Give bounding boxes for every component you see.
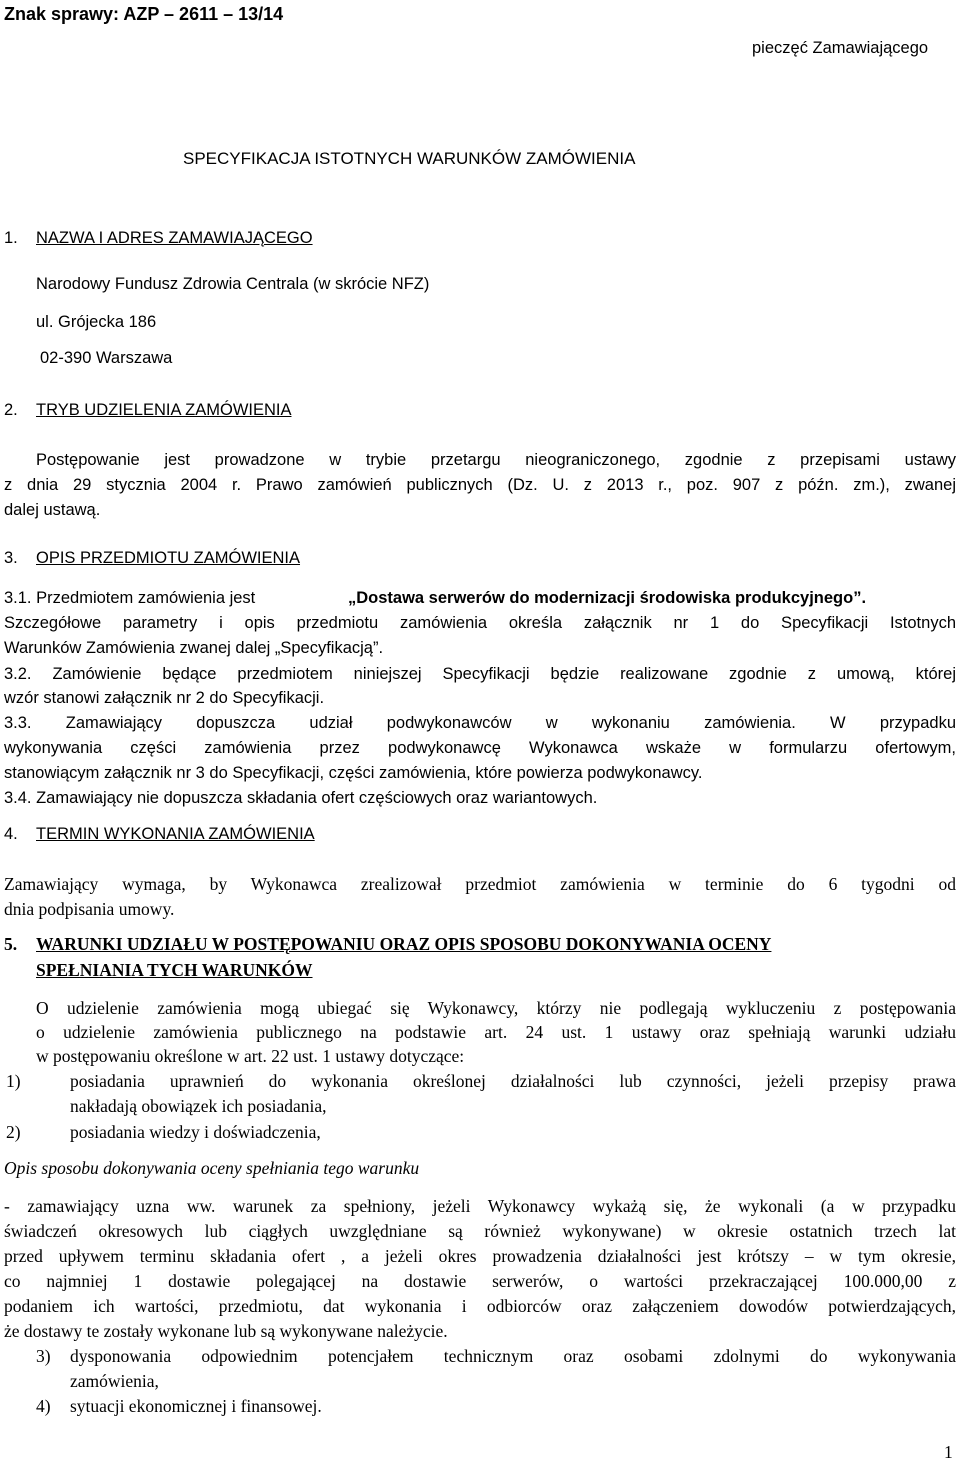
- stamp-label: pieczęć Zamawiającego: [752, 39, 929, 57]
- evaluation-text-line: że dostawy te zostały wykonane lub są wykonywane należycie.: [4, 1321, 448, 1341]
- section-2-text-line: dalej ustawą.: [4, 501, 101, 519]
- section-3-3-text-line: stanowiącym załącznik nr 3 do Specyfikacji, części zamówienia, które powierza podwykonawcy.: [4, 764, 703, 782]
- section-5-number: 5.: [4, 934, 18, 954]
- section-5-text-line: w postępowaniu określone w art. 22 ust. 1 ustawy dotyczące:: [36, 1046, 465, 1066]
- section-3-number: 3.: [4, 549, 18, 567]
- section-2-number: 2.: [4, 401, 18, 419]
- evaluation-text-line: podaniem ich wartości, przedmiotu, dat wykonania i odbiorców oraz załączeniem dowodów potwierdzających,: [4, 1296, 956, 1316]
- list-item-3-text-cont: zamówienia,: [70, 1371, 159, 1391]
- list-item-1-text: posiadania uprawnień do wykonania określonej działalności lub czynności, jeżeli przepisy prawa: [70, 1071, 956, 1091]
- address-line-2: ul. Grójecka 186: [36, 313, 157, 331]
- evaluation-text-line: świadczeń okresowych lub ciągłych uwzględniane są również wykonywane) w okresie ostatnich trzech lat: [4, 1221, 956, 1241]
- case-reference: Znak sprawy: AZP – 2611 – 13/14: [4, 4, 284, 24]
- list-item-3-text: dysponowania odpowiednim potencjałem technicznym oraz osobami zdolnymi do wykonywania: [70, 1346, 956, 1366]
- list-item-1-text-cont: nakładają obowiązek ich posiadania,: [70, 1096, 327, 1116]
- section-1-heading: NAZWA I ADRES ZAMAWIAJĄCEGO: [36, 229, 313, 247]
- section-3-1-text-line: Warunków Zamówienia zwanej dalej „Specyfikacją”.: [4, 639, 384, 657]
- section-2-text-line: Postępowanie jest prowadzone w trybie przetargu nieograniczonego, zgodnie z przepisami ustawy: [36, 451, 956, 469]
- section-3-3-text-line: wykonywania części zamówienia przez podwykonawcę Wykonawca wskaże w formularzu ofertowym,: [4, 739, 956, 757]
- list-item-3-number: 3): [36, 1346, 51, 1366]
- section-4-number: 4.: [4, 825, 18, 843]
- list-item-4-text: sytuacji ekonomicznej i finansowej.: [70, 1396, 322, 1416]
- evaluation-text-line: - zamawiający uzna ww. warunek za spełniony, jeżeli Wykonawcy wykażą się, że wykonali (a w przypadku: [4, 1196, 956, 1216]
- page-number: 1: [944, 1442, 953, 1462]
- section-4-heading: TERMIN WYKONANIA ZAMÓWIENIA: [36, 825, 315, 843]
- section-4-text-line: dnia podpisania umowy.: [4, 899, 175, 919]
- list-item-4-number: 4): [36, 1396, 51, 1416]
- section-3-2-text-line: 3.2. Zamówienie będące przedmiotem niniejszej Specyfikacji będzie realizowane zgodnie z umową, której: [4, 665, 956, 683]
- address-line-3: 02-390 Warszawa: [40, 349, 173, 367]
- section-3-4-text-line: 3.4. Zamawiający nie dopuszcza składania ofert częściowych oraz wariantowych.: [4, 789, 598, 807]
- section-4-text-line: Zamawiający wymaga, by Wykonawca zrealizował przedmiot zamówienia w terminie do 6 tygodni od: [4, 874, 956, 894]
- section-1-number: 1.: [4, 229, 18, 247]
- section-3-3-text-line: 3.3. Zamawiający dopuszcza udział podwykonawców w wykonaniu zamówienia. W przypadku: [4, 714, 956, 732]
- document-title: SPECYFIKACJA ISTOTNYCH WARUNKÓW ZAMÓWIENIA: [183, 149, 636, 168]
- section-3-1-prefix: 3.1. Przedmiotem zamówienia jest: [4, 589, 256, 607]
- section-3-2-text-line: wzór stanowi załącznik nr 2 do Specyfikacji.: [4, 689, 325, 707]
- evaluation-text-line: przed upływem terminu składania ofert , a jeżeli okres prowadzenia działalności jest krótszy – w tym okresie,: [4, 1246, 956, 1266]
- section-2-text-line: z dnia 29 stycznia 2004 r. Prawo zamówień publicznych (Dz. U. z 2013 r., poz. 907 z późn. zm.), zwanej: [4, 476, 956, 494]
- section-5-text-line: O udzielenie zamówienia mogą ubiegać się Wykonawcy, którzy nie podlegają wykluczeniu z postępowania: [36, 998, 956, 1018]
- evaluation-heading: Opis sposobu dokonywania oceny spełniania tego warunku: [4, 1158, 420, 1178]
- section-3-1-subject: „Dostawa serwerów do modernizacji środowiska produkcyjnego”.: [348, 589, 867, 607]
- section-2-heading: TRYB UDZIELENIA ZAMÓWIENIA: [36, 401, 292, 419]
- list-item-2-text: posiadania wiedzy i doświadczenia,: [70, 1122, 321, 1142]
- list-item-1-number: 1): [6, 1071, 21, 1091]
- evaluation-text-line: co najmniej 1 dostawie polegającej na dostawie serwerów, o wartości przekraczającej 100.000,00 z: [4, 1271, 956, 1291]
- section-3-1-text-line: Szczegółowe parametry i opis przedmiotu zamówienia określa załącznik nr 1 do Specyfikacji Istotnych: [4, 614, 956, 632]
- section-5-heading-cont: SPEŁNIANIA TYCH WARUNKÓW: [36, 960, 313, 980]
- section-3-heading: OPIS PRZEDMIOTU ZAMÓWIENIA: [36, 549, 301, 567]
- section-5-text-line: o udzielenie zamówienia publicznego na podstawie art. 24 ust. 1 ustawy oraz spełniają warunki udziału: [36, 1022, 956, 1042]
- address-line-1: Narodowy Fundusz Zdrowia Centrala (w skrócie NFZ): [36, 275, 430, 293]
- list-item-2-number: 2): [6, 1122, 21, 1142]
- section-5-heading: WARUNKI UDZIAŁU W POSTĘPOWANIU ORAZ OPIS SPOSOBU DOKONYWANIA OCENY: [36, 934, 772, 954]
